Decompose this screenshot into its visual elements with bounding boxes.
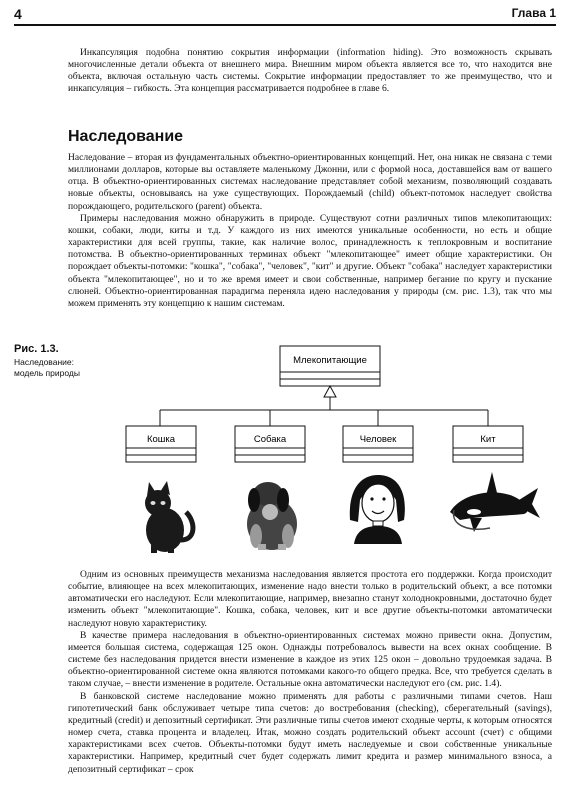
dog-icon (247, 482, 297, 550)
child-label: Собака (253, 434, 287, 445)
paragraph: В качестве примера наследования в объектно-ориентированных системах можно привести окна. Допустим, имеется большая система, содержащая 125 окон. Однажды потребовалось вывести на всех окнах сообщение. В системе без наследования придется внести изменение в каждое из этих 125 окон – довольно трудоемкая задача. В объектно-ориентированной системе окна являются потомками какого-то общего предка. Все, что требуется сделать в таком случае, – внести изменение в родителе. Остальные окна автоматически наследуют его (см. рис. 1.4). (68, 629, 552, 690)
child-class-box-whale (453, 426, 523, 462)
child-label: Кит (480, 434, 496, 445)
figure-number: Рис. 1.3. (14, 343, 59, 355)
cat-icon (145, 481, 193, 553)
whale-icon (450, 472, 540, 532)
child-class-box-cat (126, 426, 196, 462)
intro-paragraph: Инкапсуляция подобна понятию сокрытия информации (information hiding). Это возможность скрывать многочисленные детали объекта от внешнего мира. Внешним миром объекта является все то, что находится вне объекта, включая остальную часть системы. Сокрытие информации предоставляет то же преимущество, что и инкапсуляция – гибкость. Эта концепция рассматривается подробнее в главе 6. (68, 47, 552, 95)
child-label: Человек (359, 434, 397, 445)
paragraph: В банковской системе наследование можно применять для работы с различными типами счетов. Наш гипотетический банк обслуживает четыре типа счетов: до востребования (checking), сберегательный (savings), кредитный (credit) и депозитный сертификат. Эти различные типы счетов имеют сходные черты, к которым относятся номер счета, ставка процента и владелец. Итак, можно создать родительский объект account (счет) с общими характеристиками всех счетов. Объекты-потомки будут иметь наследуемые и свои собственные уникальные характеристики. Например, кредитный счет будет содержать лимит кредита и размер минимального взноса, а депозитный сертификат – срок (68, 690, 552, 775)
paragraph: Одним из основных преимуществ механизма наследования является простота его поддержки. Когда происходит событие, влияющее на всех млекопитающих, изменение надо внести только в родительский объект, а все потомки автоматически его наследуют. Если млекопитающие, например, внезапно станут холоднокровными, достаточно будет изменить объект "млекопитающие". Кошка, собака, человек, кит и все другие объекты-потомки автоматически наследуют новую характеристику. (68, 569, 552, 629)
child-label: Кошка (146, 434, 176, 445)
chapter-title: Глава 1 (511, 6, 556, 20)
paragraph: Примеры наследования можно обнаружить в природе. Существуют сотни различных типов млекопитающих: кошки, собаки, люди, киты и т.д. У каждого из них имеются уникальные особенности, но есть и общие характеристики для всей группы, такие, как наличие волос, принадлежность к теплокровным и воспитание потомства. В объектно-ориентированных терминах объект "млекопитающее" имеет общие характеристики. Он порождает объекты-потомки: "кошка", "собака", "человек", "кит" и другие. Объект "собака" наследует характеристики объекта "млекопитающее", но и то же время имеет и свои собственные, например бегание по кругу и пускание слюней. Объектно-ориентированная парадигма переняла идею наследования у природы (см. рис. 1.3), так что мы можем применять эту концепцию к нашим системам. (68, 212, 552, 309)
parent-class-box (280, 346, 380, 386)
inheritance-arrowhead (324, 386, 336, 397)
parent-label: Млекопитающие (293, 355, 367, 366)
child-class-box-human (343, 426, 413, 462)
section-title: Наследование (68, 128, 184, 145)
after-figure-text (68, 569, 552, 776)
page-number: 4 (14, 6, 22, 22)
paragraph: Наследование – вторая из фундаментальных объектно-ориентированных концепций. Нет, она никак не связана с теми миллионами долларов, которые вы оставляете маленькому Джонни, или с формой носа, доставшейся вам от вашего отца. В объектно-ориентированных системах наследование представляет собой механизм, позволяющий создавать новые объекты, основываясь на уже существующих. Порождаемый (child) объект-потомок наследует свойства порождающего, родительского (parent) объекта. (68, 152, 552, 212)
figure-caption: Наследование: модель природы (14, 357, 80, 378)
person-icon (350, 475, 405, 544)
child-class-box-dog (235, 426, 305, 462)
